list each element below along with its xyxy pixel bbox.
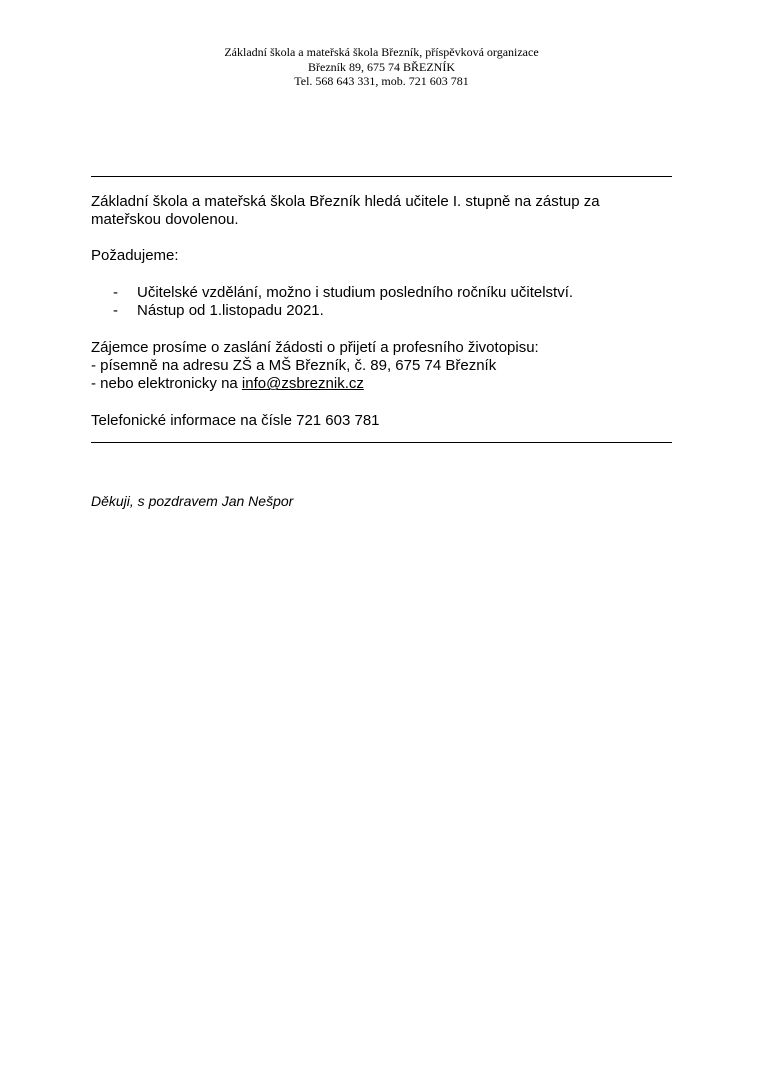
letterhead-phone: Tel. 568 643 331, mob. 721 603 781 — [294, 74, 469, 88]
signature: Děkuji, s pozdravem Jan Nešpor — [91, 493, 294, 509]
applicants-email-prefix: - nebo elektronicky na — [91, 375, 242, 393]
list-item — [91, 284, 651, 302]
bottom-divider — [91, 442, 672, 443]
list-item-text: Nástup od 1.listopadu 2021. — [137, 301, 324, 319]
applicants-block — [91, 339, 651, 394]
email-link[interactable]: info@zsbreznik.cz — [241, 375, 364, 393]
letterhead — [0, 45, 763, 89]
applicants-line: Zájemce prosíme o zaslání žádosti o přijetí a profesního životopisu: — [91, 339, 539, 357]
list-item-text: Učitelské vzdělání, možno i studium posledního ročníku učitelství. — [137, 283, 574, 301]
requirements-heading: Požadujeme: — [91, 247, 179, 265]
top-divider — [91, 176, 672, 177]
document-body — [91, 193, 651, 430]
applicants-postal-line: - písemně na adresu ZŠ a MŠ Březník, č. 89, 675 74 Březník — [91, 357, 497, 375]
letterhead-address: Březník 89, 675 74 BŘEZNÍK — [308, 59, 455, 74]
phone-info: Telefonické informace na čísle 721 603 781 — [91, 411, 380, 429]
requirements-list — [91, 284, 651, 320]
intro-paragraph: Základní škola a mateřská škola Březník hledá učitele I. stupně na zástup za mateřskou dovolenou. — [91, 193, 600, 229]
letterhead-school-name: Základní škola a mateřská škola Březník, příspěvková organizace — [224, 45, 539, 59]
list-item — [91, 302, 651, 320]
list-dash: - — [113, 301, 118, 319]
applicants-email-line — [91, 375, 651, 393]
list-dash: - — [113, 283, 118, 301]
